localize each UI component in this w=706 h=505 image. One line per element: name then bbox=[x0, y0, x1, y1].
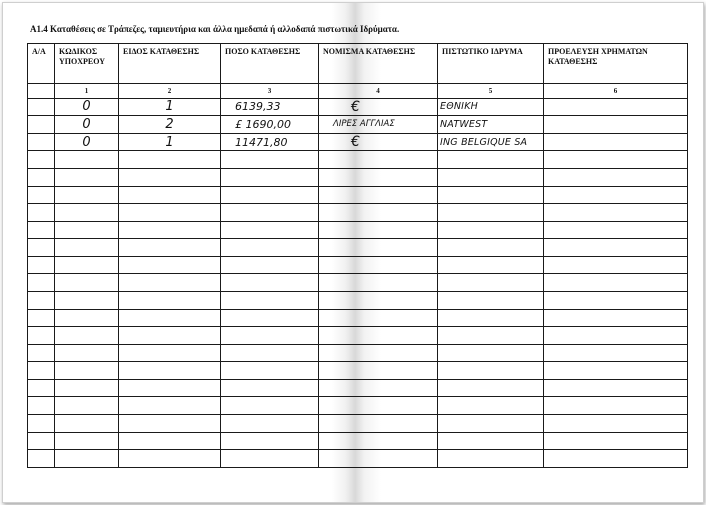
aa-cell bbox=[28, 450, 55, 468]
deposit-amount-cell bbox=[221, 327, 319, 345]
aa-cell bbox=[28, 221, 55, 239]
table-body bbox=[28, 98, 688, 467]
aa-cell bbox=[28, 379, 55, 397]
deposit-currency-cell bbox=[319, 415, 438, 433]
credit-institution-cell: NATWEST bbox=[438, 116, 544, 134]
credit-institution-cell bbox=[438, 362, 544, 380]
credit-institution-cell: ING BELGIQUE SA bbox=[438, 133, 544, 151]
deposit-currency-cell bbox=[319, 362, 438, 380]
table-row bbox=[28, 186, 688, 204]
obligor-code-cell bbox=[55, 168, 119, 186]
deposit-amount-cell bbox=[221, 221, 319, 239]
table-row bbox=[28, 432, 688, 450]
money-origin-cell bbox=[544, 397, 688, 415]
deposit-amount-cell bbox=[221, 168, 319, 186]
table-row bbox=[28, 256, 688, 274]
credit-institution-cell bbox=[438, 379, 544, 397]
deposit-currency-cell bbox=[319, 274, 438, 292]
credit-institution-cell bbox=[438, 168, 544, 186]
money-origin-cell bbox=[544, 239, 688, 257]
deposit-currency-cell bbox=[319, 397, 438, 415]
obligor-code-cell bbox=[55, 450, 119, 468]
money-origin-cell bbox=[544, 327, 688, 345]
column-number: 2 bbox=[119, 84, 221, 98]
deposit-amount-cell bbox=[221, 362, 319, 380]
deposit-type-cell bbox=[119, 397, 221, 415]
deposit-type-cell bbox=[119, 344, 221, 362]
credit-institution-cell bbox=[438, 204, 544, 222]
deposit-type-cell bbox=[119, 379, 221, 397]
deposit-amount-cell bbox=[221, 204, 319, 222]
header-code: ΚΩΔΙΚΟΣ ΥΠΟΧΡΕΟΥ bbox=[55, 44, 119, 84]
deposit-amount-cell bbox=[221, 344, 319, 362]
credit-institution-cell bbox=[438, 239, 544, 257]
credit-institution-cell bbox=[438, 256, 544, 274]
money-origin-cell bbox=[544, 309, 688, 327]
obligor-code-cell: 0 bbox=[55, 116, 119, 134]
deposit-type-cell: 2 bbox=[119, 116, 221, 134]
table-row bbox=[28, 362, 688, 380]
deposit-amount-cell: 11471,80 bbox=[221, 133, 319, 151]
obligor-code-cell bbox=[55, 186, 119, 204]
deposit-amount-cell bbox=[221, 450, 319, 468]
table-row bbox=[28, 221, 688, 239]
table-row bbox=[28, 309, 688, 327]
aa-cell bbox=[28, 186, 55, 204]
aa-cell bbox=[28, 362, 55, 380]
credit-institution-cell bbox=[438, 327, 544, 345]
table-row bbox=[28, 168, 688, 186]
deposit-amount-cell bbox=[221, 397, 319, 415]
money-origin-cell bbox=[544, 186, 688, 204]
deposit-currency-cell bbox=[319, 344, 438, 362]
deposit-currency-cell bbox=[319, 168, 438, 186]
obligor-code-cell bbox=[55, 204, 119, 222]
table-row bbox=[28, 274, 688, 292]
table-row bbox=[28, 151, 688, 169]
credit-institution-cell bbox=[438, 344, 544, 362]
credit-institution-cell bbox=[438, 415, 544, 433]
deposit-currency-cell: € bbox=[319, 133, 438, 151]
deposit-amount-cell bbox=[221, 379, 319, 397]
obligor-code-cell bbox=[55, 327, 119, 345]
money-origin-cell bbox=[544, 116, 688, 134]
obligor-code-cell bbox=[55, 415, 119, 433]
deposit-type-cell bbox=[119, 274, 221, 292]
money-origin-cell bbox=[544, 256, 688, 274]
deposit-amount-cell bbox=[221, 239, 319, 257]
credit-institution-cell: ΕΘΝΙΚΗ bbox=[438, 98, 544, 116]
money-origin-cell bbox=[544, 291, 688, 309]
obligor-code-cell bbox=[55, 256, 119, 274]
obligor-code-cell bbox=[55, 221, 119, 239]
deposit-currency-cell bbox=[319, 151, 438, 169]
credit-institution-cell bbox=[438, 397, 544, 415]
deposit-type-cell: 1 bbox=[119, 133, 221, 151]
aa-cell bbox=[28, 168, 55, 186]
aa-cell bbox=[28, 274, 55, 292]
money-origin-cell bbox=[544, 168, 688, 186]
deposit-currency-cell: € bbox=[319, 98, 438, 116]
deposit-type-cell bbox=[119, 450, 221, 468]
deposit-currency-cell bbox=[319, 450, 438, 468]
aa-cell bbox=[28, 98, 55, 116]
aa-cell bbox=[28, 327, 55, 345]
deposit-currency-cell bbox=[319, 327, 438, 345]
aa-cell bbox=[28, 239, 55, 257]
obligor-code-cell bbox=[55, 362, 119, 380]
money-origin-cell bbox=[544, 133, 688, 151]
obligor-code-cell bbox=[55, 379, 119, 397]
aa-cell bbox=[28, 397, 55, 415]
deposit-type-cell bbox=[119, 221, 221, 239]
credit-institution-cell bbox=[438, 186, 544, 204]
aa-cell bbox=[28, 116, 55, 134]
credit-institution-cell bbox=[438, 432, 544, 450]
deposit-amount-cell: £ 1690,00 bbox=[221, 116, 319, 134]
money-origin-cell bbox=[544, 204, 688, 222]
header-amount: ΠΟΣΟ ΚΑΤΑΘΕΣΗΣ bbox=[221, 44, 319, 84]
deposit-type-cell bbox=[119, 327, 221, 345]
aa-cell bbox=[28, 133, 55, 151]
money-origin-cell bbox=[544, 98, 688, 116]
deposit-type-cell bbox=[119, 415, 221, 433]
deposit-currency-cell bbox=[319, 186, 438, 204]
table-row bbox=[28, 415, 688, 433]
money-origin-cell bbox=[544, 450, 688, 468]
column-number: 1 bbox=[55, 84, 119, 98]
deposit-currency-cell bbox=[319, 291, 438, 309]
deposit-currency-cell bbox=[319, 379, 438, 397]
deposit-type-cell bbox=[119, 168, 221, 186]
credit-institution-cell bbox=[438, 291, 544, 309]
deposit-amount-cell bbox=[221, 151, 319, 169]
header-origin: ΠΡΟΕΛΕΥΣΗ ΧΡΗΜΑΤΩΝ ΚΑΤΑΘΕΣΗΣ bbox=[544, 44, 688, 84]
deposit-type-cell bbox=[119, 204, 221, 222]
deposit-type-cell bbox=[119, 362, 221, 380]
obligor-code-cell bbox=[55, 151, 119, 169]
header-currency: ΝΟΜΙΣΜΑ ΚΑΤΑΘΕΣΗΣ bbox=[319, 44, 438, 84]
credit-institution-cell bbox=[438, 450, 544, 468]
credit-institution-cell bbox=[438, 221, 544, 239]
money-origin-cell bbox=[544, 151, 688, 169]
deposit-currency-cell bbox=[319, 239, 438, 257]
aa-cell bbox=[28, 415, 55, 433]
table-row bbox=[28, 133, 688, 151]
money-origin-cell bbox=[544, 415, 688, 433]
table-row bbox=[28, 239, 688, 257]
deposit-currency-cell bbox=[319, 256, 438, 274]
aa-cell bbox=[28, 256, 55, 274]
table-row bbox=[28, 450, 688, 468]
aa-cell bbox=[28, 344, 55, 362]
obligor-code-cell bbox=[55, 291, 119, 309]
deposit-amount-cell: 6139,33 bbox=[221, 98, 319, 116]
obligor-code-cell: 0 bbox=[55, 133, 119, 151]
deposit-type-cell bbox=[119, 151, 221, 169]
scanned-page bbox=[2, 2, 704, 503]
deposit-type-cell bbox=[119, 256, 221, 274]
deposit-amount-cell bbox=[221, 186, 319, 204]
deposit-currency-cell bbox=[319, 204, 438, 222]
table-row bbox=[28, 327, 688, 345]
table-row bbox=[28, 98, 688, 116]
column-number-row bbox=[28, 84, 688, 98]
aa-cell bbox=[28, 291, 55, 309]
aa-cell bbox=[28, 309, 55, 327]
deposit-type-cell bbox=[119, 186, 221, 204]
obligor-code-cell bbox=[55, 397, 119, 415]
obligor-code-cell bbox=[55, 274, 119, 292]
column-number: 6 bbox=[544, 84, 688, 98]
money-origin-cell bbox=[544, 274, 688, 292]
money-origin-cell bbox=[544, 432, 688, 450]
header-row bbox=[28, 44, 688, 84]
obligor-code-cell bbox=[55, 239, 119, 257]
column-number bbox=[28, 84, 55, 98]
form-section-title: Α1.4 Καταθέσεις σε Τράπεζες, ταμιευτήρια και άλλα ημεδαπά ή αλλοδαπά πιστωτικά Ιδρύματα. bbox=[30, 24, 400, 34]
obligor-code-cell bbox=[55, 432, 119, 450]
credit-institution-cell bbox=[438, 274, 544, 292]
deposit-amount-cell bbox=[221, 274, 319, 292]
obligor-code-cell bbox=[55, 309, 119, 327]
deposit-currency-cell bbox=[319, 432, 438, 450]
deposit-type-cell bbox=[119, 432, 221, 450]
table-row bbox=[28, 204, 688, 222]
deposit-type-cell: 1 bbox=[119, 98, 221, 116]
obligor-code-cell: 0 bbox=[55, 98, 119, 116]
table-row bbox=[28, 116, 688, 134]
table-row bbox=[28, 344, 688, 362]
deposit-amount-cell bbox=[221, 291, 319, 309]
aa-cell bbox=[28, 151, 55, 169]
money-origin-cell bbox=[544, 344, 688, 362]
deposit-currency-cell bbox=[319, 221, 438, 239]
column-number: 4 bbox=[319, 84, 438, 98]
money-origin-cell bbox=[544, 362, 688, 380]
header-aa: Α/Α bbox=[28, 44, 55, 84]
deposits-table bbox=[27, 43, 688, 468]
column-number: 3 bbox=[221, 84, 319, 98]
money-origin-cell bbox=[544, 221, 688, 239]
deposit-amount-cell bbox=[221, 256, 319, 274]
deposit-currency-cell: ΛΙΡΕΣ ΑΓΓΛΙΑΣ bbox=[319, 116, 438, 134]
deposit-amount-cell bbox=[221, 309, 319, 327]
credit-institution-cell bbox=[438, 309, 544, 327]
table-row bbox=[28, 291, 688, 309]
credit-institution-cell bbox=[438, 151, 544, 169]
deposit-amount-cell bbox=[221, 432, 319, 450]
deposit-amount-cell bbox=[221, 415, 319, 433]
aa-cell bbox=[28, 204, 55, 222]
deposit-type-cell bbox=[119, 291, 221, 309]
deposit-type-cell bbox=[119, 239, 221, 257]
obligor-code-cell bbox=[55, 344, 119, 362]
header-type: ΕΙΔΟΣ ΚΑΤΑΘΕΣΗΣ bbox=[119, 44, 221, 84]
money-origin-cell bbox=[544, 379, 688, 397]
table-row bbox=[28, 397, 688, 415]
aa-cell bbox=[28, 432, 55, 450]
deposit-currency-cell bbox=[319, 309, 438, 327]
header-institution: ΠΙΣΤΩΤΙΚΟ ΙΔΡΥΜΑ bbox=[438, 44, 544, 84]
deposit-type-cell bbox=[119, 309, 221, 327]
column-number: 5 bbox=[438, 84, 544, 98]
table-row bbox=[28, 379, 688, 397]
